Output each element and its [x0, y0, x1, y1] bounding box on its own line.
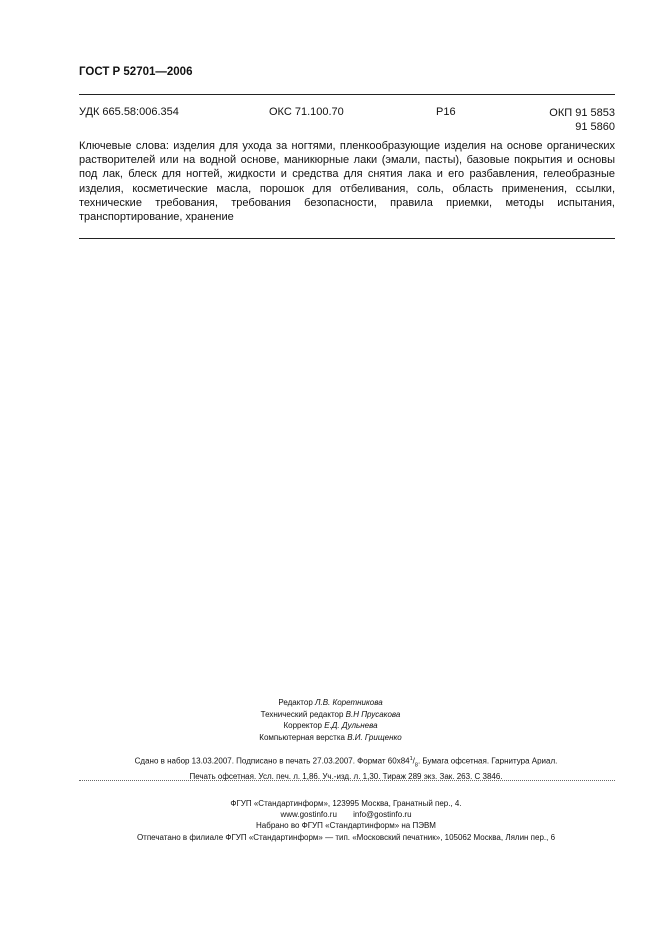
keywords-paragraph: Ключевые слова: изделия для ухода за ногтями, пленкообразующие изделия на основе органических растворителей или на водной основе, маникюрные лаки (эмали, пасты), базовые покрытия и основы под лак, блеск для ногтей, жидкости и средства для снятия лака и его разбавления, гелеобразные изделия, косметические масла, порошок для отбеливания, соль, область применения, ссылки, технические требования, требования безопасности, правила приемки, методы испытания, транспортирование, хранение: [79, 140, 615, 224]
publisher-printed: Отпечатано в филиале ФГУП «Стандартинформ» — тип. «Московский печатник», 105062 Москва, Лялин пер., 6: [136, 832, 556, 842]
credit-role: Компьютерная верстка: [259, 732, 345, 742]
publisher-address: ФГУП «Стандартинформ», 123995 Москва, Гранатный пер., 4.: [230, 799, 462, 808]
publisher-typeset: Набрано во ФГУП «Стандартинформ» на ПЭВМ: [256, 821, 436, 831]
credit-name: Л.В. Коретникова: [315, 698, 383, 707]
print-info-text: Сдано в набор 13.03.2007. Подписано в печать 27.03.2007. Формат 60х84: [134, 756, 410, 766]
print-info-line-2: Печать офсетная. Усл. печ. л. 1,86. Уч.-изд. л. 1,30. Тираж 289 экз. Зак. 263. С 3846.: [189, 772, 503, 782]
credit-role: Корректор: [283, 721, 322, 730]
bottom-rule: [79, 238, 615, 239]
credit-role: Технический редактор: [260, 709, 344, 719]
print-info-text: . Бумага офсетная. Гарнитура Ариал.: [417, 756, 558, 766]
credit-tech-editor: [0, 709, 661, 721]
print-info: [0, 753, 661, 783]
credit-name: В.Н Прусакова: [345, 709, 401, 719]
publisher-website-link[interactable]: www.gostinfo.ru: [280, 810, 337, 820]
okp-codes: [549, 106, 615, 134]
credit-name: В.И. Грищенко: [347, 732, 402, 742]
standard-code: ГОСТ Р 52701—2006: [79, 66, 193, 78]
okp-code-1: ОКП 91 5853: [549, 107, 615, 119]
dotted-divider: [79, 780, 615, 781]
credit-role: Редактор: [278, 698, 313, 707]
credit-editor: [0, 697, 661, 709]
udk-code: УДК 665.58:006.354: [79, 106, 179, 118]
publisher-block: [0, 798, 661, 843]
print-info-line-1: Сдано в набор 13.03.2007. Подписано в печать 27.03.2007. Формат $60х84^1/_8$. Бумага офсетная. Гарнитура Ариал.: [134, 756, 558, 769]
publisher-email-link[interactable]: info@gostinfo.ru: [353, 810, 412, 820]
credits-block: [0, 697, 661, 743]
credit-corrector: [0, 720, 661, 732]
okp-code-2: 91 5860: [575, 121, 615, 133]
credit-layout: [0, 732, 661, 744]
publisher-contacts: [0, 809, 661, 820]
format-fraction-numerator: 1: [409, 756, 413, 762]
oks-code: ОКС 71.100.70: [269, 106, 344, 118]
group-code: Р16: [436, 106, 456, 118]
format-fraction-denominator: 8: [414, 762, 418, 769]
top-rule: [79, 94, 615, 95]
credit-name: Е.Д. Дульнева: [324, 721, 378, 730]
